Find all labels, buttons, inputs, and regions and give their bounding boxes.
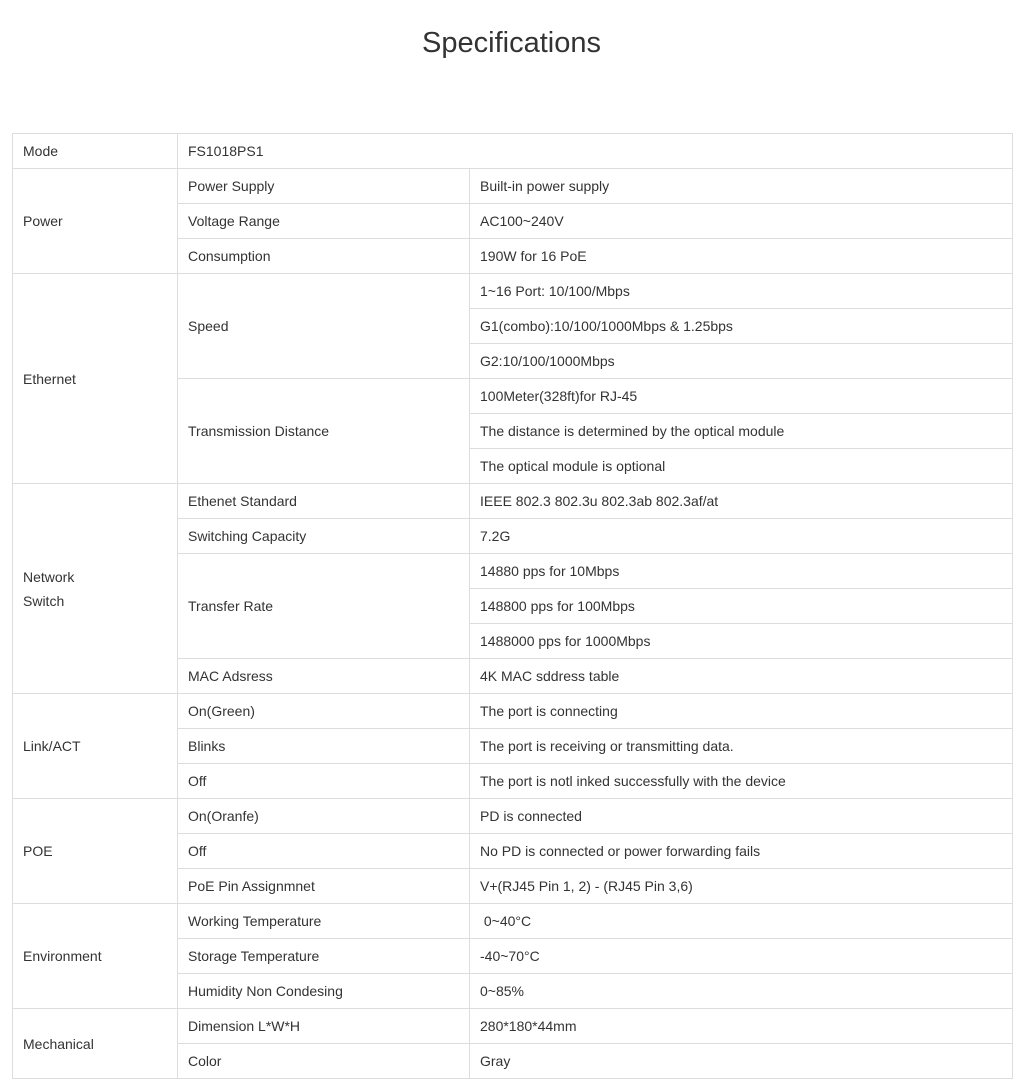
spec-value: The port is connecting [470, 694, 1013, 729]
spec-name: Voltage Range [178, 204, 470, 239]
section-label-link-act: Link/ACT [13, 694, 178, 799]
spec-value: AC100~240V [470, 204, 1013, 239]
spec-name: Humidity Non Condesing [178, 974, 470, 1009]
spec-value: The optical module is optional [470, 449, 1013, 484]
spec-value: 148800 pps for 100Mbps [470, 589, 1013, 624]
section-label-poe: POE [13, 799, 178, 904]
table-row [13, 169, 1013, 204]
spec-name: Dimension L*W*H [178, 1009, 470, 1044]
spec-name: PoE Pin Assignmnet [178, 869, 470, 904]
spec-value: -40~70°C [470, 939, 1013, 974]
spec-name: Storage Temperature [178, 939, 470, 974]
spec-name: Ethenet Standard [178, 484, 470, 519]
spec-value: 7.2G [470, 519, 1013, 554]
spec-name: Blinks [178, 729, 470, 764]
mode-value: FS1018PS1 [178, 134, 1013, 169]
spec-value: 0~85% [470, 974, 1013, 1009]
spec-value: 4K MAC sddress table [470, 659, 1013, 694]
spec-value: The port is notl inked successfully with the device [470, 764, 1013, 799]
spec-name: Off [178, 834, 470, 869]
table-row [13, 484, 1013, 519]
spec-name: On(Oranfe) [178, 799, 470, 834]
spec-name: MAC Adsress [178, 659, 470, 694]
section-label-network-switch [13, 484, 178, 694]
spec-value: No PD is connected or power forwarding fails [470, 834, 1013, 869]
specifications-table [12, 133, 1013, 1079]
spec-value: 280*180*44mm [470, 1009, 1013, 1044]
spec-value: Gray [470, 1044, 1013, 1079]
table-row [13, 799, 1013, 834]
section-label-ethernet: Ethernet [13, 274, 178, 484]
spec-name: Power Supply [178, 169, 470, 204]
spec-value: G2:10/100/1000Mbps [470, 344, 1013, 379]
spec-name: Working Temperature [178, 904, 470, 939]
spec-name: Transfer Rate [178, 554, 470, 659]
page-title: Specifications [422, 27, 601, 59]
spec-value: V+(RJ45 Pin 1, 2) - (RJ45 Pin 3,6) [470, 869, 1013, 904]
spec-value: 1488000 pps for 1000Mbps [470, 624, 1013, 659]
table-row [13, 134, 1013, 169]
spec-value: The distance is determined by the optical module [470, 414, 1013, 449]
table-row [13, 274, 1013, 309]
spec-value: G1(combo):10/100/1000Mbps & 1.25bps [470, 309, 1013, 344]
spec-value: 100Meter(328ft)for RJ-45 [470, 379, 1013, 414]
spec-value: 190W for 16 PoE [470, 239, 1013, 274]
section-label-environment: Environment [13, 904, 178, 1009]
spec-name: Consumption [178, 239, 470, 274]
spec-value: PD is connected [470, 799, 1013, 834]
spec-value: IEEE 802.3 802.3u 802.3ab 802.3af/at [470, 484, 1013, 519]
section-label-mechanical: Mechanical [13, 1009, 178, 1079]
section-label-mode: Mode [13, 134, 178, 169]
network-switch-label-line1: Network [23, 568, 75, 585]
section-label-power: Power [13, 169, 178, 274]
spec-name: Color [178, 1044, 470, 1079]
table-row [13, 904, 1013, 939]
spec-value: 0~40°C [470, 904, 1013, 939]
network-switch-label-line2: Switch [23, 592, 65, 609]
spec-value: The port is receiving or transmitting data. [470, 729, 1013, 764]
spec-name: On(Green) [178, 694, 470, 729]
spec-value: 14880 pps for 10Mbps [470, 554, 1013, 589]
spec-name: Off [178, 764, 470, 799]
spec-value: 1~16 Port: 10/100/Mbps [470, 274, 1013, 309]
table-row [13, 1009, 1013, 1044]
table-row [13, 694, 1013, 729]
spec-value: Built-in power supply [470, 169, 1013, 204]
spec-name: Speed [178, 274, 470, 379]
spec-name: Transmission Distance [178, 379, 470, 484]
spec-name: Switching Capacity [178, 519, 470, 554]
